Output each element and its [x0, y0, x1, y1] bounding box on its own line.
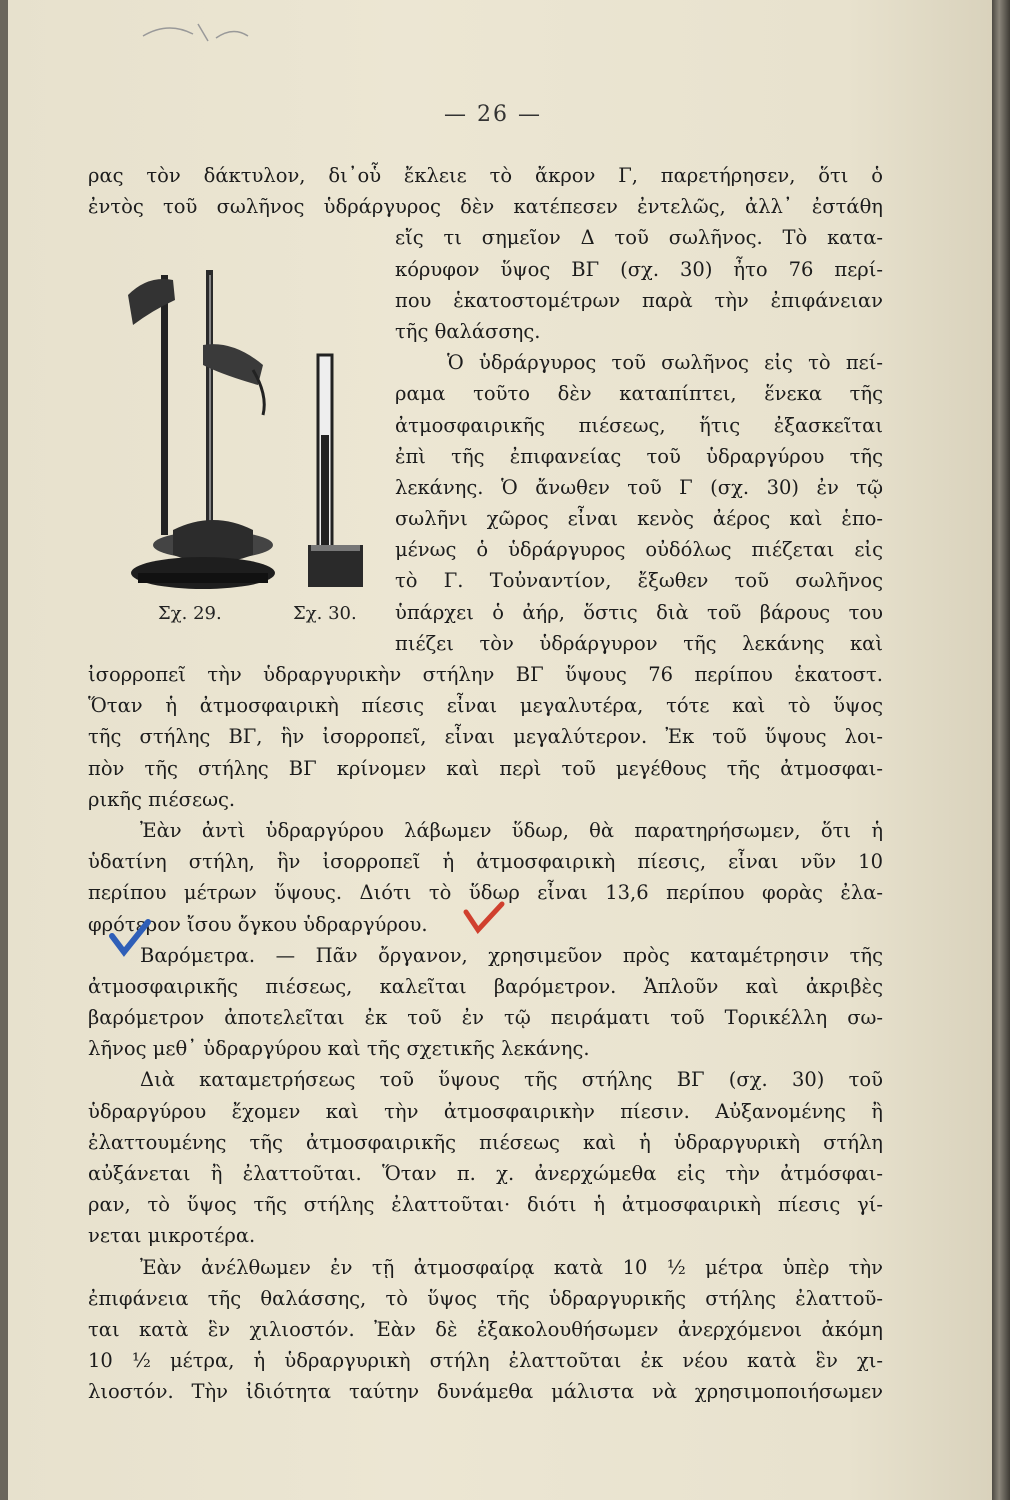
text-line: ἀτμοσφαιρικῆς πιέσεως, καλεῖται βαρόμετρον. Ἁπλοῦν καὶ ἀκριβὲς: [88, 974, 883, 998]
page-number: — 26 —: [444, 102, 542, 127]
text-line: λῆνος μεθ᾽ ὑδραργύρου καὶ τῆς σχετικῆς λεκάνης.: [88, 1037, 590, 1061]
text-line: ἐλαττουμένης τῆς ἀτμοσφαιρικῆς πιέσεως καὶ ἡ ὑδραργυρικὴ στήλη: [88, 1130, 883, 1154]
text-line: ἰσορροπεῖ τὴν ὑδραργυρικὴν στήλην ΒΓ ὕψους 76 περίπου ἑκατοστ.: [88, 663, 883, 686]
text-line: ται κατὰ ἓν χιλιοστόν. Ἐὰν δὲ ἐξακολουθήσωμεν ἀνερχόμενοι ἀκόμη: [88, 1317, 883, 1341]
text-line: περίπου μέτρων ὕψους. Διότι τὸ ὕδωρ εἶναι 13,6 περίπου φορὰς ἐλα-: [88, 881, 883, 905]
text-line: Ὅταν ἡ ἀτμοσφαιρικὴ πίεσις εἶναι μεγαλυτέρα, τότε καὶ τὸ ὕψος: [88, 694, 883, 718]
text-line: ρικῆς πιέσεως.: [88, 787, 236, 811]
text-line: φρότερον ἴσου ὄγκου ὑδραργύρου.: [88, 912, 428, 936]
text-line: τὸ Γ. Τοὐναντίον, ἔξωθεν τοῦ σωλῆνος: [395, 569, 883, 593]
text-line: ἐπιφάνεια τῆς θαλάσσης, τὸ ὕψος τῆς ὑδραργυρικῆς στήλης ἐλαττοῦ-: [88, 1286, 883, 1310]
text-line: Ἐὰν ἀνέλθωμεν ἐν τῇ ἀτμοσφαίρᾳ κατὰ 10 ½ μέτρα ὑπὲρ τὴν: [140, 1255, 883, 1279]
text-line: βαρόμετρον ἀποτελεῖται ἐκ τοῦ ἐν τῷ πειράματι τοῦ Τορικέλλη σω-: [88, 1006, 883, 1030]
text-line: κόρυφον ὕψος ΒΓ (σχ. 30) ἦτο 76 περί-: [395, 257, 883, 281]
text-line: Διὰ καταμετρήσεως τοῦ ὕψους τῆς στήλης ΒΓ (σχ. 30) τοῦ: [140, 1068, 883, 1092]
text-line: λιοστόν. Τὴν ἰδιότητα ταύτην δυνάμεθα μάλιστα νὰ χρησιμοποιήσωμεν: [88, 1380, 883, 1404]
text-line: Ὁ ὑδράργυρος τοῦ σωλῆνος εἰς τὸ πεί-: [447, 351, 883, 375]
body-text: [88, 160, 883, 1408]
text-line: πὸν τῆς στήλης ΒΓ κρίνομεν καὶ περὶ τοῦ μεγέθους τῆς ἀτμοσφαι-: [88, 756, 883, 780]
text-line: εἴς τι σημεῖον Δ τοῦ σωλῆνος. Τὸ κατα-: [395, 226, 883, 250]
text-line: ὑδραργύρου ἔχομεν καὶ τὴν ἀτμοσφαιρικὴν πίεσιν. Αὐξανομένης ἢ: [88, 1099, 883, 1123]
book-spine: [992, 0, 1010, 1500]
text-line: τῆς στήλης ΒΓ, ἣν ἰσορροπεῖ, εἶναι μεγαλύτερον. Ἐκ τοῦ ὕψους λοι-: [88, 725, 883, 749]
text-line: τῆς θαλάσσης.: [395, 319, 541, 343]
text-line: ἐντὸς τοῦ σωλῆνος ὑδράργυρος δὲν κατέπεσεν ἐντελῶς, ἀλλ᾽ ἐστάθη: [88, 195, 883, 219]
fig29-caption: Σχ. 29.: [158, 603, 222, 624]
text-line: ραμα τοῦτο δὲν καταπίπτει, ἕνεκα τῆς: [395, 382, 883, 406]
text-line: ὑδατίνη στήλη, ἣν ἰσορροπεῖ ἡ ἀτμοσφαιρικὴ πίεσις, εἶναι νῦν 10: [88, 850, 883, 874]
text-line: ρας τὸν δάκτυλον, δι᾽οὗ ἔκλειε τὸ ἄκρον Γ, παρετήρησεν, ὅτι ὁ: [88, 164, 883, 187]
text-line: ὑπάρχει ὁ ἀήρ, ὅστις διὰ τοῦ βάρους του: [395, 600, 883, 624]
text-line: νεται μικροτέρα.: [88, 1224, 256, 1248]
fig30-caption: Σχ. 30.: [293, 603, 357, 624]
text-line: αὐξάνεται ἢ ἐλαττοῦται. Ὅταν π. χ. ἀνερχώμεθα εἰς τὴν ἀτμόσφαι-: [88, 1162, 883, 1185]
blue-check-mark: [108, 918, 158, 958]
text-line: Ἐὰν ἀντὶ ὑδραργύρου λάβωμεν ὕδωρ, θὰ παρατηρήσωμεν, ὅτι ἡ: [140, 818, 883, 842]
text-line: ἐπὶ τῆς ἐπιφανείας τοῦ ὑδραργύρου τῆς: [395, 444, 883, 468]
text-line: σωλῆνι χῶρος εἶναι κενὸς ἀέρος καὶ ἑπο-: [395, 507, 883, 531]
text-line: που ἑκατοστομέτρων παρὰ τὴν ἐπιφάνειαν: [395, 288, 883, 312]
text-line: ἀτμοσφαιρικῆς πιέσεως, ἥτις ἐξασκεῖται: [395, 413, 883, 437]
text-line: ραν, τὸ ὕψος τῆς στήλης ἐλαττοῦται· διότι ἡ ἀτμοσφαιρικὴ πίεσις γί-: [88, 1193, 883, 1217]
text-line: 10 ½ μέτρα, ἡ ὑδραργυρικὴ στήλη ἐλαττοῦται ἐκ νέου κατὰ ἓν χι-: [88, 1349, 883, 1373]
section-heading-barometers: Βαρόμετρα. — Πᾶν ὄργανον, χρησιμεῦον πρὸς καταμέτρησιν τῆς: [140, 943, 883, 967]
book-page: [8, 0, 993, 1500]
text-line: μένως ὁ ὑδράργυρος οὐδόλως πιέζεται εἰς: [395, 538, 883, 562]
text-line: λεκάνης. Ὁ ἄνωθεν τοῦ Γ (σχ. 30) ἐν τῷ: [395, 475, 883, 499]
red-check-mark: [460, 898, 510, 938]
pencil-scribble: [138, 16, 258, 46]
text-line: πιέζει τὸν ὑδράργυρον τῆς λεκάνης καὶ: [395, 631, 883, 655]
wrapped-column: [395, 222, 883, 659]
